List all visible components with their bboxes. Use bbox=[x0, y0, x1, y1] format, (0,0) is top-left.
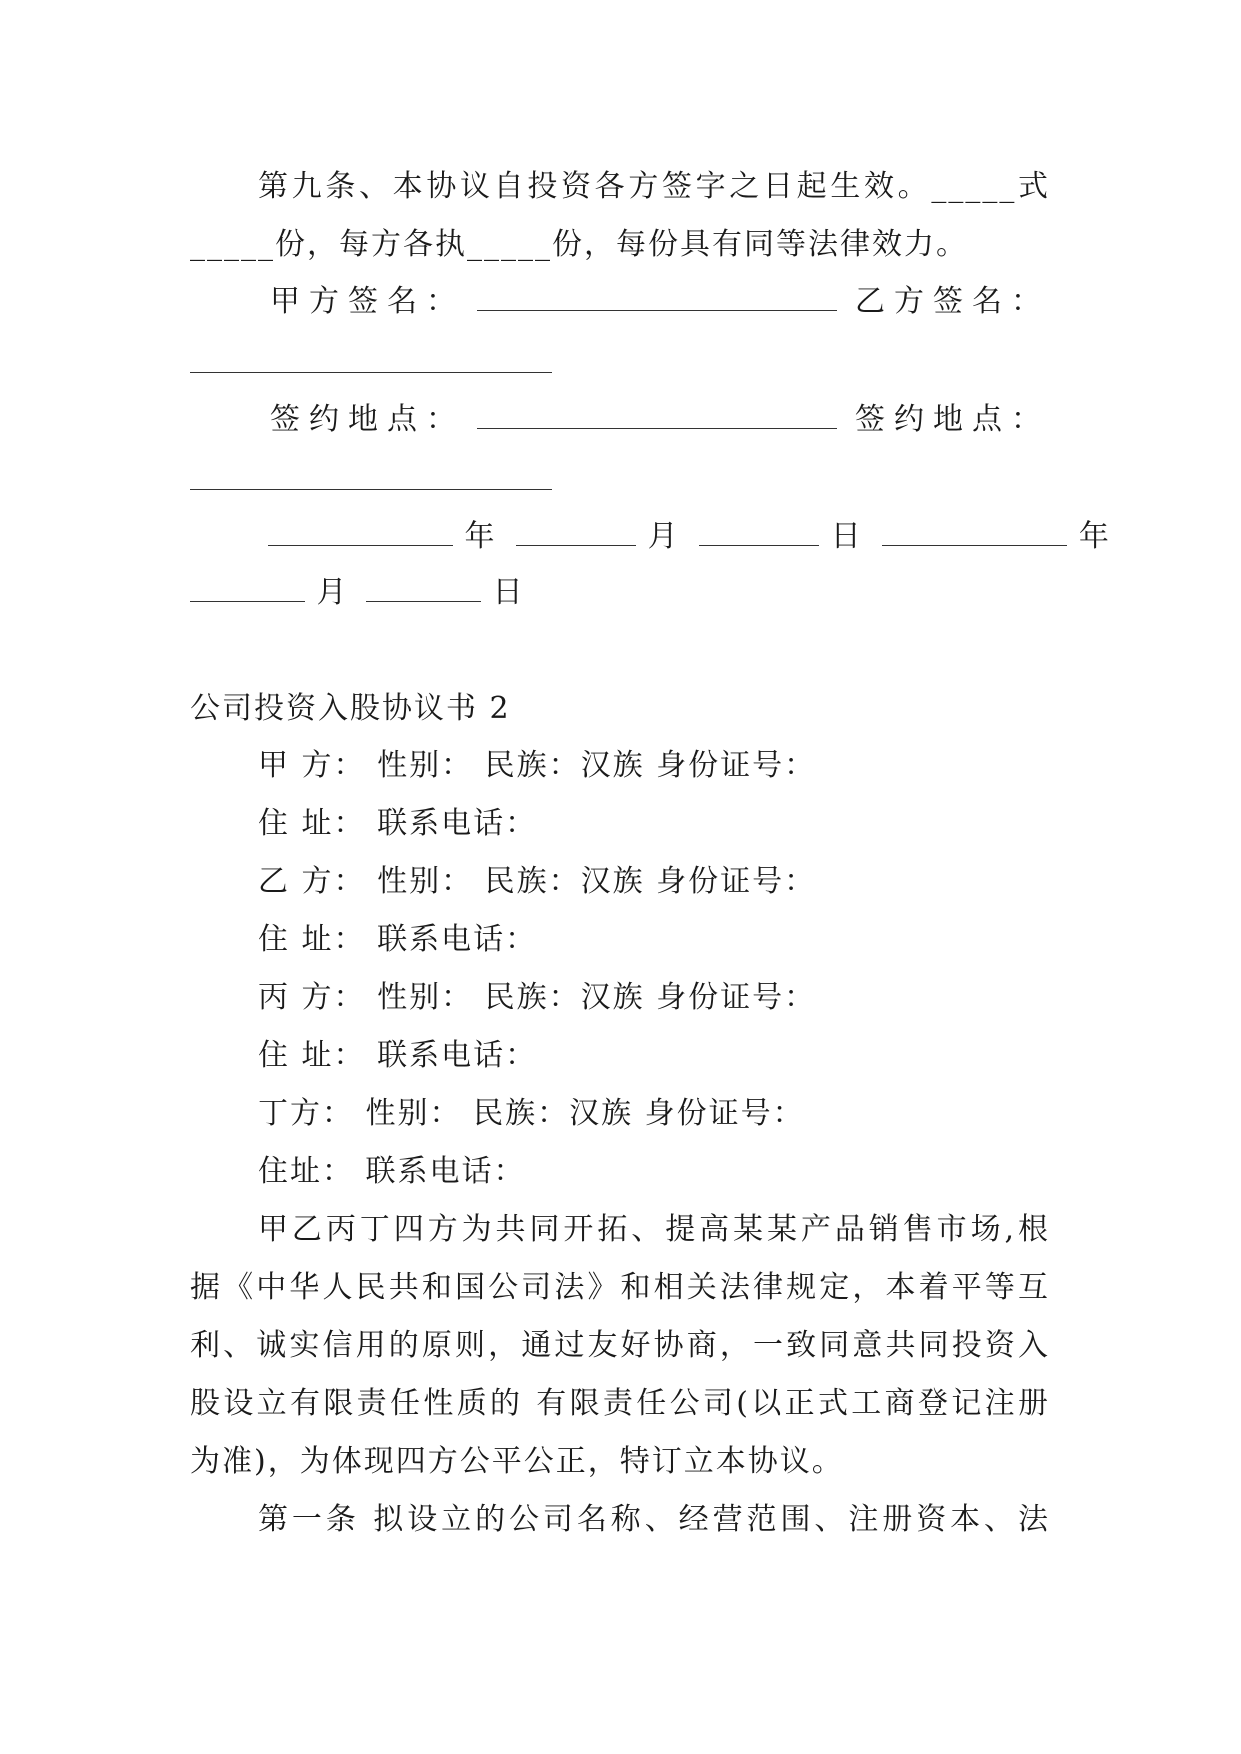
preamble-line: 据《中华人民共和国公司法》和相关法律规定，本着平等互 bbox=[190, 1270, 1050, 1305]
date-row-2 bbox=[190, 573, 1050, 613]
party-a-sign-blank[interactable] bbox=[477, 282, 837, 311]
article9-line1: 第九条、本协议自投资各方签字之日起生效。_____式 bbox=[258, 169, 1050, 204]
year-b-label: 年 bbox=[1078, 519, 1111, 554]
party-b-sign-blank[interactable] bbox=[190, 372, 552, 373]
month-a-blank[interactable] bbox=[516, 517, 636, 546]
day-a-label: 日 bbox=[830, 519, 863, 554]
day-a-blank[interactable] bbox=[699, 517, 819, 546]
year-a-label: 年 bbox=[464, 519, 497, 554]
sign-place-a-blank[interactable] bbox=[477, 400, 837, 429]
preamble-line: 甲乙丙丁四方为共同开拓、提高某某产品销售市场,根 bbox=[258, 1212, 1050, 1247]
month-b-label: 月 bbox=[316, 575, 349, 610]
sign-place-label-b: 签约地点： bbox=[855, 402, 1050, 437]
party-line: 丙 方： 性别： 民族：汉族 身份证号： bbox=[258, 980, 817, 1015]
preamble-line: 股设立有限责任性质的 有限责任公司(以正式工商登记注册 bbox=[190, 1386, 1050, 1421]
article1-line: 第一条 拟设立的公司名称、经营范围、注册资本、法 bbox=[258, 1502, 1050, 1537]
sign-place-b-blank[interactable] bbox=[190, 489, 552, 490]
month-b-blank[interactable] bbox=[190, 573, 305, 602]
party-line: 乙 方： 性别： 民族：汉族 身份证号： bbox=[258, 864, 817, 899]
party-line: 甲 方： 性别： 民族：汉族 身份证号： bbox=[258, 748, 817, 783]
preamble-line: 利、诚实信用的原则，通过友好协商，一致同意共同投资入 bbox=[190, 1328, 1050, 1363]
sign-place-row bbox=[270, 400, 1050, 440]
party-line: 丁方： 性别： 民族：汉族 身份证号： bbox=[258, 1096, 805, 1131]
signature-row bbox=[270, 282, 1050, 322]
month-a-label: 月 bbox=[647, 519, 680, 554]
party-a-sign-label: 甲方签名： bbox=[270, 284, 465, 319]
party-line: 住址： 联系电话： bbox=[258, 1154, 526, 1189]
party-line: 住 址： 联系电话： bbox=[258, 806, 538, 841]
party-line: 住 址： 联系电话： bbox=[258, 922, 538, 957]
date-row-1 bbox=[268, 517, 1111, 557]
sign-place-label-a: 签约地点： bbox=[270, 402, 465, 437]
article9-line2: _____份，每方各执_____份，每份具有同等法律效力。 bbox=[190, 227, 968, 262]
preamble-line: 为准)，为体现四方公平公正，特订立本协议。 bbox=[190, 1444, 844, 1479]
day-b-label: 日 bbox=[492, 575, 525, 610]
party-b-sign-label: 乙方签名： bbox=[855, 284, 1050, 319]
year-b-blank[interactable] bbox=[882, 517, 1067, 546]
section2-title: 公司投资入股协议书 2 bbox=[190, 691, 511, 726]
year-a-blank[interactable] bbox=[268, 517, 453, 546]
day-b-blank[interactable] bbox=[366, 573, 481, 602]
party-line: 住 址： 联系电话： bbox=[258, 1038, 538, 1073]
